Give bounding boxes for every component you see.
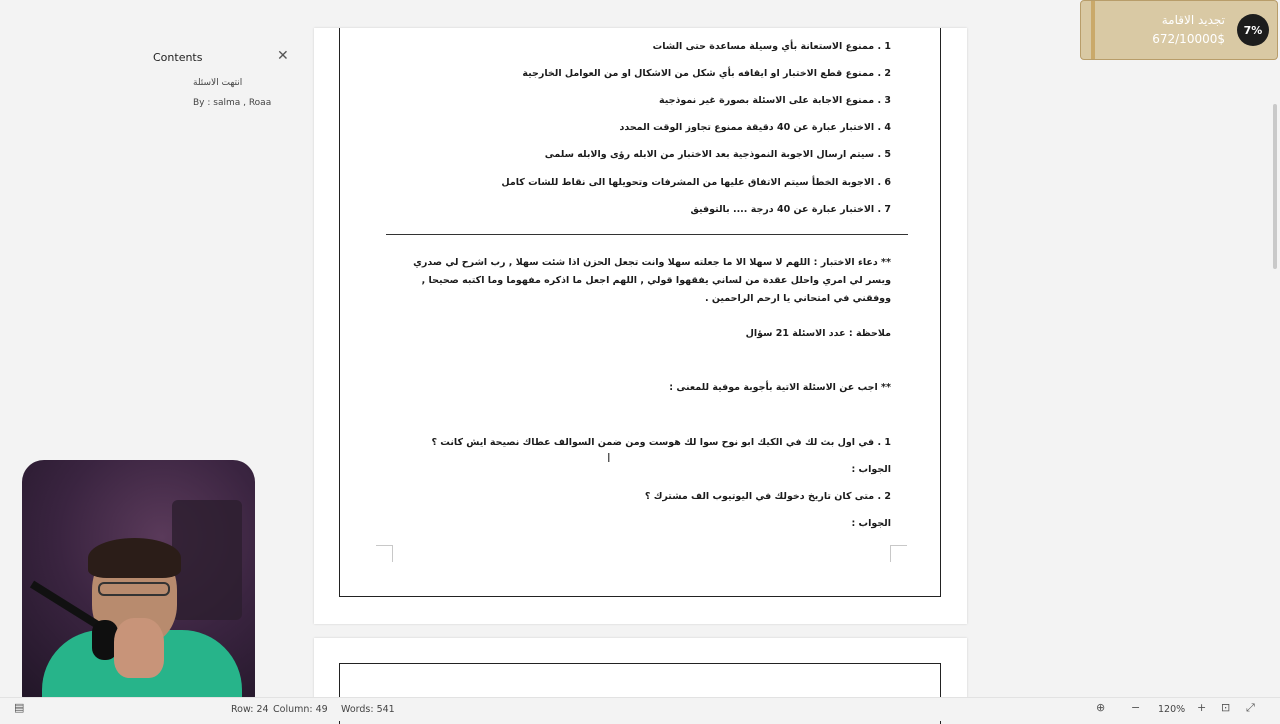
rule-line: 6 . الاجوبة الخطأ سيتم الاتفاق عليها من المشرفات وتحويلها الى نقاط للشات كامل <box>501 177 891 188</box>
question-line: 2 . متى كان تاريخ دخولك في اليوتيوب الف مشترك ؟ <box>644 491 891 502</box>
person-hair <box>88 538 181 578</box>
notification-accent <box>1091 1 1095 59</box>
page-border <box>339 28 941 597</box>
instruction-line: ** اجب عن الاسئلة الاتية بأجوبة موفية للمعنى : <box>669 382 891 393</box>
status-bar <box>0 697 1280 721</box>
prayer-paragraph: ** دعاء الاختبار : اللهم لا سهلا الا ما جعلته سهلا وانت تجعل الحزن اذا شئت سهلا , رب اشرح لي صدري ويسر لي امري واحلل عقدة من لساني يفقهوا قولي , اللهم اجعل ما اذكره مفهوما وما اكتبه صحيحا , ووفقني في امتحاني يا ارحم الراحمين . <box>413 257 891 304</box>
document-page[interactable] <box>314 28 967 624</box>
fit-page-icon[interactable]: ⊡ <box>1221 701 1231 714</box>
horizontal-rule <box>386 234 908 235</box>
answer-label: الجواب : <box>851 464 891 475</box>
question-line: 1 . في اول بث لك في الكيك ابو نوح سوا لك هوست ومن ضمن السوالف عطاك نصيحة ايش كانت ؟ <box>431 437 891 448</box>
page-icon[interactable]: ▤ <box>14 701 25 714</box>
margin-marker <box>890 545 907 562</box>
row-indicator: Row: 24 <box>231 704 269 715</box>
rule-line: 3 . ممنوع الاجابة على الاسئلة بصورة غير نموذجية <box>659 95 891 106</box>
rule-line: 7 . الاختبار عبارة عن 40 درجة .... بالتوفيق <box>690 204 891 215</box>
text-cursor-icon: I <box>607 451 611 465</box>
webcam-overlay <box>22 460 255 718</box>
notification-title: تجديد الاقامة <box>1161 13 1225 27</box>
globe-icon[interactable]: ⊕ <box>1096 701 1106 714</box>
column-indicator: Column: 49 <box>273 704 328 715</box>
vertical-scrollbar[interactable] <box>1273 104 1277 269</box>
person-hands <box>114 618 164 678</box>
rule-line: 4 . الاختبار عبارة عن 40 دقيقة ممنوع تجاوز الوقت المحدد <box>619 122 891 133</box>
fullscreen-icon[interactable]: ⤢ <box>1246 701 1255 714</box>
toc-item[interactable]: By : salma , Roaa <box>193 98 272 108</box>
word-count: Words: 541 <box>341 704 395 715</box>
notification-card <box>1080 0 1278 60</box>
minus-icon[interactable]: − <box>1131 701 1141 714</box>
toc-item[interactable]: انتهت الاسئلة <box>193 78 243 88</box>
note-line: ملاحظة : عدد الاسئلة 21 سؤال <box>745 328 891 339</box>
notification-value: 672/10000$ <box>1152 32 1225 46</box>
percent-badge: 7% <box>1237 14 1269 46</box>
contents-title: Contents <box>153 51 203 64</box>
rule-line: 5 . سيتم ارسال الاجوبة النموذجية بعد الاختبار من الابله رؤى والابله سلمى <box>544 149 891 160</box>
answer-label: الجواب : <box>851 518 891 529</box>
zoom-level[interactable]: 120% <box>1158 704 1186 715</box>
margin-marker <box>376 545 393 562</box>
glasses-icon <box>98 582 170 596</box>
plus-icon[interactable]: + <box>1197 701 1207 714</box>
close-icon[interactable]: ✕ <box>277 48 289 64</box>
background-shelf <box>172 500 242 620</box>
rule-line: 2 . ممنوع قطع الاختبار او ايقافه بأي شكل من الاشكال او من العوامل الخارجية <box>522 68 891 79</box>
rule-line: 1 . ممنوع الاستعانة بأي وسيلة مساعدة حتى الشات <box>652 41 891 52</box>
